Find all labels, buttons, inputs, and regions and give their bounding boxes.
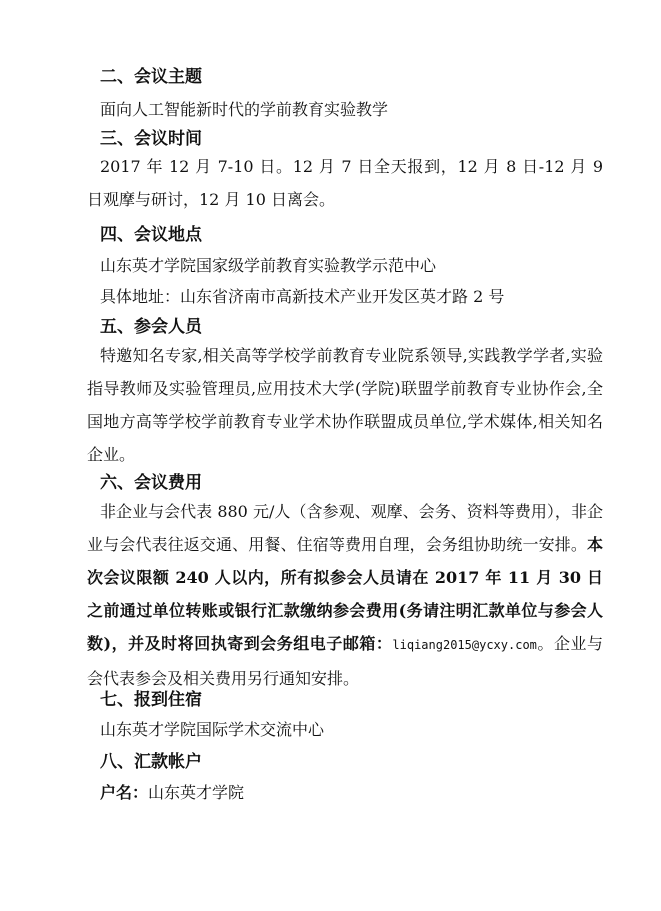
- section-heading-location: 四、会议地点: [100, 225, 202, 245]
- account-name-line: [100, 783, 244, 803]
- section-heading-time: 三、会议时间: [100, 129, 202, 149]
- section-heading-participants: 五、参会人员: [100, 317, 202, 337]
- account-name-value: 山东英才学院: [148, 783, 245, 802]
- location-line-1: 山东英才学院国家级学前教育实验教学示范中心: [100, 256, 437, 275]
- fees-text-after: 企业与会代表参会及相关费用另行通知安排。: [87, 634, 603, 688]
- email-end-punct: 。: [536, 634, 554, 653]
- section-heading-accommodation: 七、报到住宿: [100, 690, 202, 710]
- fees-text-normal: 非企业与会代表 880 元/人（含参观、观摩、会务、资料等费用），非企业与会代表往返交通、用餐、住宿等费用自理，会务组协助统一安排。: [87, 502, 603, 554]
- fees-text: [87, 495, 603, 695]
- section-heading-topic: 二、会议主题: [100, 67, 202, 87]
- time-text: 2017 年 12 月 7-10 日。12 月 7 日全天报到，12 月 8 日-12 月 9 日观摩与研讨，12 月 10 日离会。: [87, 157, 603, 209]
- location-line-2: 具体地址：山东省济南市高新技术产业开发区英才路 2 号: [100, 287, 505, 306]
- section-heading-account: 八、汇款帐户: [100, 752, 202, 772]
- account-name-label: 户名：: [100, 783, 149, 802]
- fees-text-bold: 本次会议限额 240 人以内，所有拟参会人员请在 2017 年 11 月 30 日之前通过单位转账或银行汇款缴纳参会费用(务请注明汇款单位与参会人数)，并及时将回执寄到会务组电子邮箱：: [87, 535, 603, 653]
- accommodation-text: 山东英才学院国际学术交流中心: [100, 720, 325, 739]
- email-address[interactable]: liqiang2015@ycxy.com: [392, 638, 537, 652]
- topic-text: 面向人工智能新时代的学前教育实验教学: [100, 100, 389, 119]
- section-heading-fees: 六、会议费用: [100, 473, 202, 493]
- participants-text: 特邀知名专家,相关高等学校学前教育专业院系领导,实践教学学者,实验指导教师及实验管理员,应用技术大学(学院)联盟学前教育专业协作会,全国地方高等学校学前教育专业学术协作联盟成员单位,学术媒体,相关知名企业。: [87, 346, 603, 464]
